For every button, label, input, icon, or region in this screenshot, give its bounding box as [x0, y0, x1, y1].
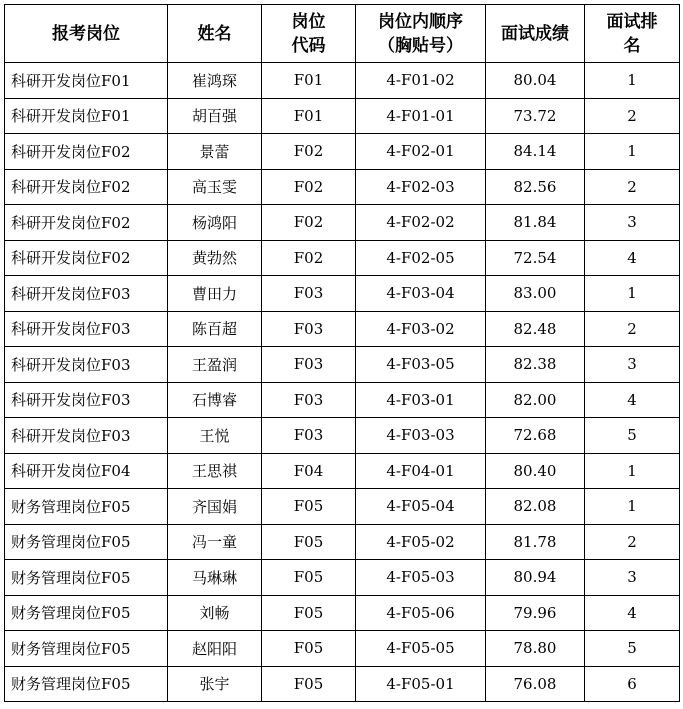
rank-cell: 2	[585, 311, 680, 347]
position-cell: 财务管理岗位F05	[5, 489, 168, 525]
table-row	[5, 63, 680, 99]
score-cell: 82.48	[486, 311, 585, 347]
position-cell: 科研开发岗位F03	[5, 276, 168, 312]
position-cell: 财务管理岗位F05	[5, 631, 168, 667]
name-cell: 黄勃然	[168, 240, 262, 276]
score-cell: 81.84	[486, 205, 585, 241]
order-cell: 4-F03-01	[356, 382, 486, 418]
score-cell: 72.54	[486, 240, 585, 276]
score-cell: 84.14	[486, 134, 585, 170]
order-cell: 4-F05-03	[356, 560, 486, 596]
name-cell: 王思祺	[168, 453, 262, 489]
rank-cell: 4	[585, 382, 680, 418]
header-row	[5, 5, 680, 63]
score-cell: 82.00	[486, 382, 585, 418]
order-cell: 4-F02-05	[356, 240, 486, 276]
score-cell: 82.08	[486, 489, 585, 525]
code-cell: F05	[262, 524, 356, 560]
rank-cell: 1	[585, 276, 680, 312]
table-row	[5, 311, 680, 347]
position-cell: 科研开发岗位F03	[5, 347, 168, 383]
order-cell: 4-F02-02	[356, 205, 486, 241]
score-cell: 83.00	[486, 276, 585, 312]
code-cell: F02	[262, 134, 356, 170]
name-cell: 齐国娟	[168, 489, 262, 525]
name-cell: 崔鸿琛	[168, 63, 262, 99]
rank-cell: 4	[585, 595, 680, 631]
code-cell: F03	[262, 418, 356, 454]
rank-cell: 1	[585, 134, 680, 170]
rank-cell: 2	[585, 169, 680, 205]
header-position-code: 岗位 代码	[262, 5, 356, 63]
name-cell: 曹田力	[168, 276, 262, 312]
code-cell: F01	[262, 63, 356, 99]
table-row	[5, 489, 680, 525]
table-row	[5, 524, 680, 560]
table-row	[5, 382, 680, 418]
rank-cell: 5	[585, 631, 680, 667]
table-row	[5, 134, 680, 170]
order-cell: 4-F05-04	[356, 489, 486, 525]
score-cell: 78.80	[486, 631, 585, 667]
position-cell: 科研开发岗位F02	[5, 205, 168, 241]
order-cell: 4-F02-03	[356, 169, 486, 205]
rank-cell: 3	[585, 347, 680, 383]
position-cell: 科研开发岗位F01	[5, 63, 168, 99]
name-cell: 石博睿	[168, 382, 262, 418]
order-cell: 4-F05-01	[356, 666, 486, 702]
order-cell: 4-F01-02	[356, 63, 486, 99]
rank-cell: 2	[585, 98, 680, 134]
position-cell: 科研开发岗位F02	[5, 169, 168, 205]
name-cell: 王盈润	[168, 347, 262, 383]
code-cell: F05	[262, 631, 356, 667]
header-rank: 面试排 名	[585, 5, 680, 63]
table-row	[5, 631, 680, 667]
table-row	[5, 240, 680, 276]
table-row	[5, 453, 680, 489]
code-cell: F05	[262, 560, 356, 596]
table-row	[5, 169, 680, 205]
score-cell: 76.08	[486, 666, 585, 702]
score-cell: 82.56	[486, 169, 585, 205]
code-cell: F02	[262, 169, 356, 205]
rank-cell: 3	[585, 205, 680, 241]
score-cell: 73.72	[486, 98, 585, 134]
score-cell: 80.94	[486, 560, 585, 596]
rank-cell: 6	[585, 666, 680, 702]
code-cell: F01	[262, 98, 356, 134]
name-cell: 陈百超	[168, 311, 262, 347]
code-cell: F05	[262, 595, 356, 631]
order-cell: 4-F03-04	[356, 276, 486, 312]
position-cell: 科研开发岗位F02	[5, 134, 168, 170]
table-body	[5, 63, 680, 702]
header-order-badge: 岗位内顺序 （胸贴号）	[356, 5, 486, 63]
name-cell: 刘畅	[168, 595, 262, 631]
position-cell: 财务管理岗位F05	[5, 560, 168, 596]
score-cell: 79.96	[486, 595, 585, 631]
order-cell: 4-F05-02	[356, 524, 486, 560]
interview-results-table	[4, 4, 680, 702]
code-cell: F05	[262, 489, 356, 525]
score-cell: 81.78	[486, 524, 585, 560]
table-row	[5, 560, 680, 596]
order-cell: 4-F03-05	[356, 347, 486, 383]
order-cell: 4-F03-03	[356, 418, 486, 454]
code-cell: F03	[262, 347, 356, 383]
name-cell: 王悦	[168, 418, 262, 454]
table-row	[5, 205, 680, 241]
header-name: 姓名	[168, 5, 262, 63]
name-cell: 张宇	[168, 666, 262, 702]
code-cell: F03	[262, 382, 356, 418]
position-cell: 财务管理岗位F05	[5, 666, 168, 702]
rank-cell: 5	[585, 418, 680, 454]
position-cell: 科研开发岗位F04	[5, 453, 168, 489]
name-cell: 高玉雯	[168, 169, 262, 205]
position-cell: 科研开发岗位F03	[5, 311, 168, 347]
table-row	[5, 347, 680, 383]
name-cell: 胡百强	[168, 98, 262, 134]
code-cell: F03	[262, 276, 356, 312]
rank-cell: 4	[585, 240, 680, 276]
order-cell: 4-F01-01	[356, 98, 486, 134]
score-cell: 80.40	[486, 453, 585, 489]
name-cell: 杨鸿阳	[168, 205, 262, 241]
score-cell: 82.38	[486, 347, 585, 383]
code-cell: F02	[262, 240, 356, 276]
score-cell: 72.68	[486, 418, 585, 454]
header-position: 报考岗位	[5, 5, 168, 63]
name-cell: 马琳琳	[168, 560, 262, 596]
score-cell: 80.04	[486, 63, 585, 99]
order-cell: 4-F02-01	[356, 134, 486, 170]
order-cell: 4-F05-06	[356, 595, 486, 631]
position-cell: 科研开发岗位F03	[5, 382, 168, 418]
rank-cell: 3	[585, 560, 680, 596]
rank-cell: 1	[585, 63, 680, 99]
name-cell: 赵阳阳	[168, 631, 262, 667]
table-row	[5, 98, 680, 134]
code-cell: F03	[262, 311, 356, 347]
position-cell: 科研开发岗位F03	[5, 418, 168, 454]
name-cell: 冯一童	[168, 524, 262, 560]
code-cell: F04	[262, 453, 356, 489]
table-row	[5, 666, 680, 702]
code-cell: F05	[262, 666, 356, 702]
code-cell: F02	[262, 205, 356, 241]
rank-cell: 2	[585, 524, 680, 560]
header-score: 面试成绩	[486, 5, 585, 63]
name-cell: 景蕾	[168, 134, 262, 170]
rank-cell: 1	[585, 453, 680, 489]
table-row	[5, 276, 680, 312]
order-cell: 4-F05-05	[356, 631, 486, 667]
position-cell: 财务管理岗位F05	[5, 524, 168, 560]
order-cell: 4-F04-01	[356, 453, 486, 489]
rank-cell: 1	[585, 489, 680, 525]
position-cell: 科研开发岗位F02	[5, 240, 168, 276]
table-row	[5, 418, 680, 454]
order-cell: 4-F03-02	[356, 311, 486, 347]
position-cell: 科研开发岗位F01	[5, 98, 168, 134]
position-cell: 财务管理岗位F05	[5, 595, 168, 631]
table-row	[5, 595, 680, 631]
